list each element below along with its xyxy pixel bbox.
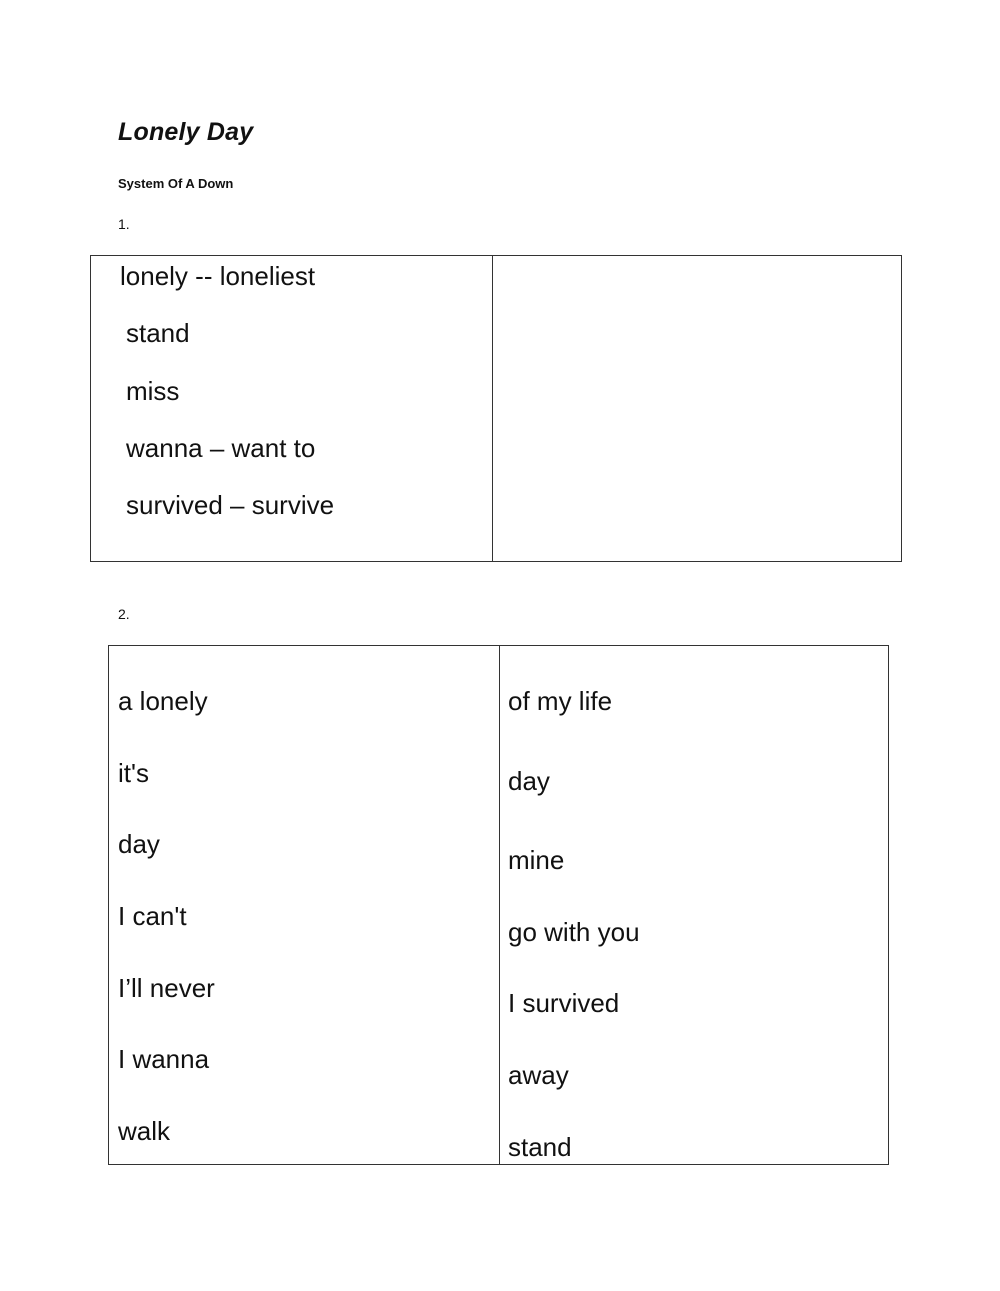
match-left-item: I’ll never xyxy=(118,973,215,1003)
vocab-word: wanna – want to xyxy=(126,433,316,463)
vocab-word: lonely -- loneliest xyxy=(120,261,316,291)
section-2-number: 2. xyxy=(118,606,130,622)
matching-table xyxy=(108,645,889,1165)
matching-table-divider xyxy=(499,646,500,1164)
match-right-item: go with you xyxy=(508,917,640,947)
match-left-item: it's xyxy=(118,758,149,788)
match-right-item: day xyxy=(508,766,550,796)
vocab-word: miss xyxy=(126,376,180,406)
match-right-item: mine xyxy=(508,845,565,875)
match-left-item: I wanna xyxy=(118,1044,210,1074)
match-left-item: walk xyxy=(118,1116,171,1146)
match-right-item: stand xyxy=(508,1132,572,1162)
match-right-item: away xyxy=(508,1060,569,1090)
match-left-item: a lonely xyxy=(118,686,208,716)
match-right-item: I survived xyxy=(508,988,620,1018)
vocab-word: stand xyxy=(126,318,190,348)
vocabulary-table-divider xyxy=(492,256,493,561)
match-right-item: of my life xyxy=(508,686,613,716)
section-1-number: 1. xyxy=(118,216,130,232)
vocab-word: survived – survive xyxy=(126,490,335,520)
artist-name: System Of A Down xyxy=(118,176,234,191)
song-title: Lonely Day xyxy=(118,118,254,146)
match-left-item: I can't xyxy=(118,901,187,931)
match-left-item: day xyxy=(118,829,160,859)
